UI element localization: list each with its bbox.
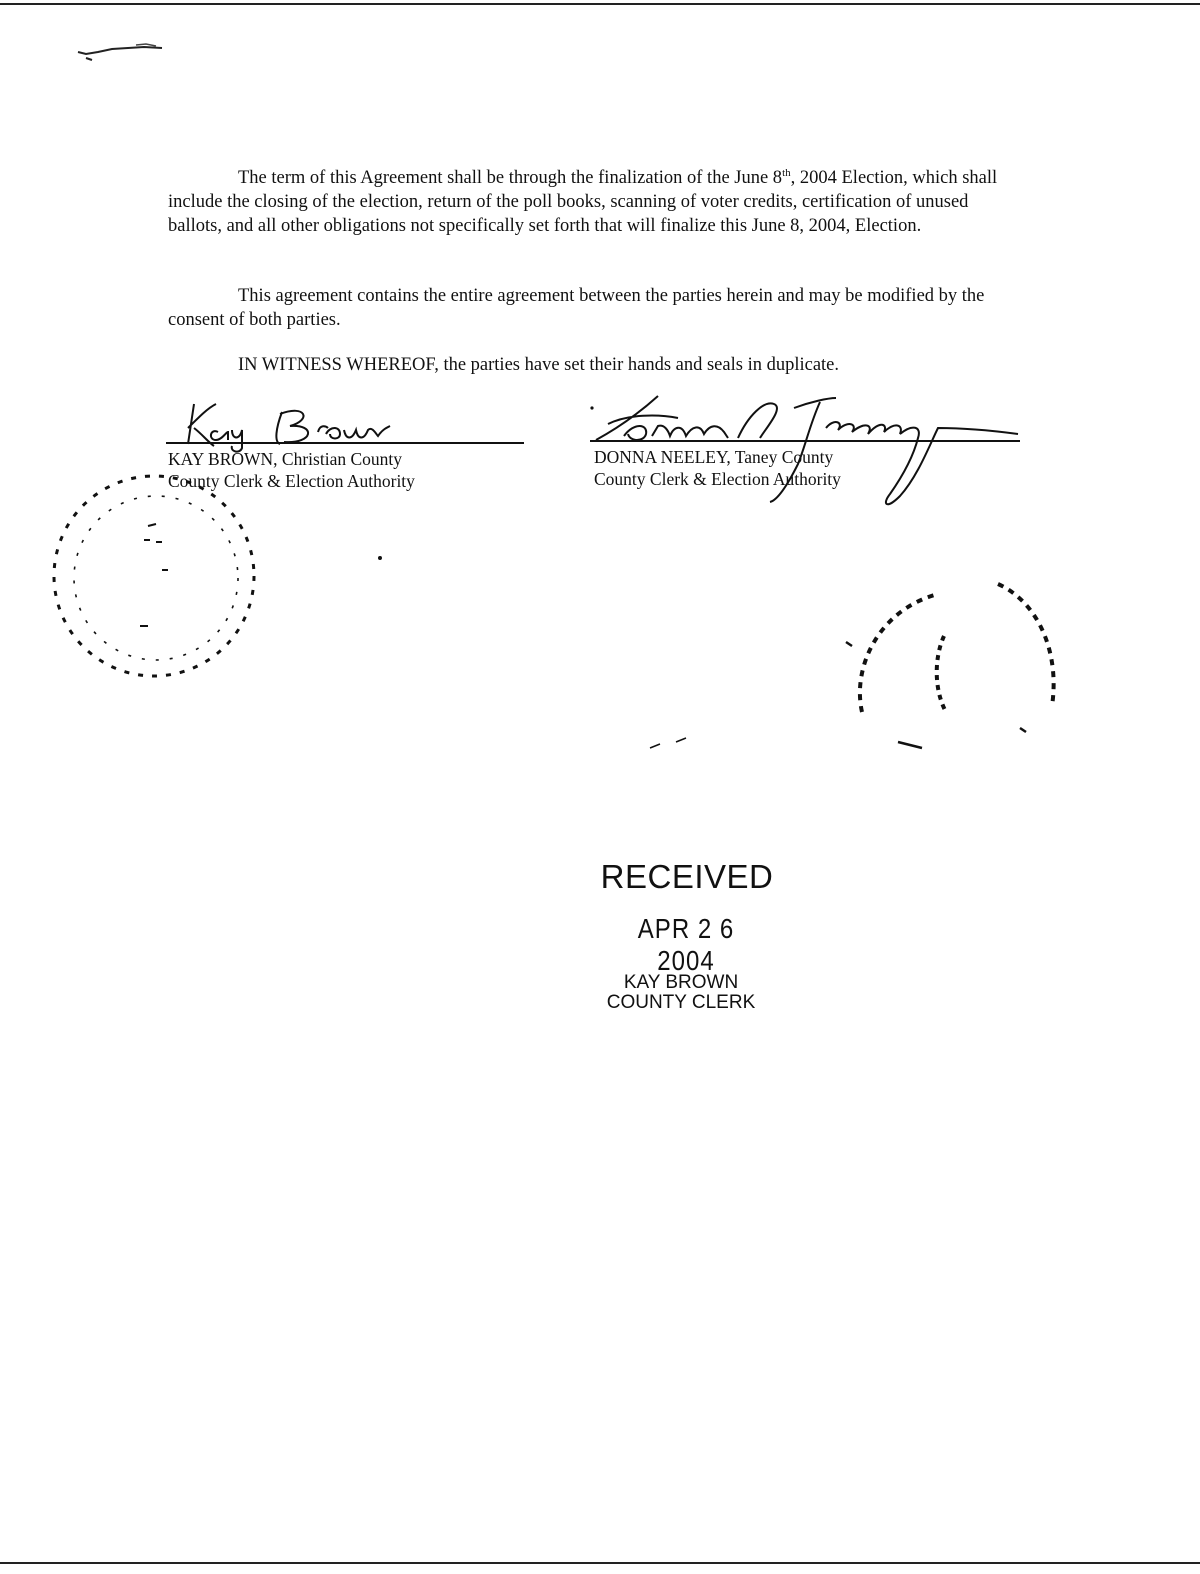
received-stamp-heading: RECEIVED [600,858,774,895]
taney-county-seal [838,572,1074,762]
donna-neeley-signature-block [594,446,841,490]
bottom-scan-edge [0,1562,1200,1564]
top-scan-edge [0,3,1200,5]
received-stamp-clerk [592,973,770,1013]
donna-neeley-signature-line [590,440,1020,442]
kay-brown-title-line: County Clerk & Election Authority [168,471,415,491]
received-stamp-office: COUNTY CLERK [606,992,756,1013]
christian-county-seal [44,458,274,688]
kay-brown-name-line: KAY BROWN, Christian County [168,449,402,469]
donna-neeley-title-line: County Clerk & Election Authority [594,469,841,489]
kay-brown-signature [180,398,420,452]
term-paragraph: The term of this Agreement shall be through the finalization of the June 8th, 2004 Election, which shall include the closing of the election, return of the poll books, scanning of voter credits, certification of unused ballots, and all other obligations not specifically set forth that will finalize this June 8, 2004, Election. [168,166,998,236]
ink-speck [378,556,382,560]
witness-paragraph: IN WITNESS WHEREOF, the parties have set their hands and seals in duplicate. [238,355,840,375]
received-stamp-date: APR 2 6 2004 [637,913,735,978]
scan-artifact-mark [76,40,172,64]
ordinal-superscript: th [782,166,791,179]
kay-brown-signature-line [166,442,524,444]
scan-dash-marks [648,736,692,752]
received-stamp-name: KAY BROWN [623,972,739,993]
donna-neeley-name-line: DONNA NEELEY, Taney County [594,447,834,467]
entire-agreement-paragraph: This agreement contains the entire agreement between the parties herein and may be modified by the consent of both parties. [168,286,985,330]
